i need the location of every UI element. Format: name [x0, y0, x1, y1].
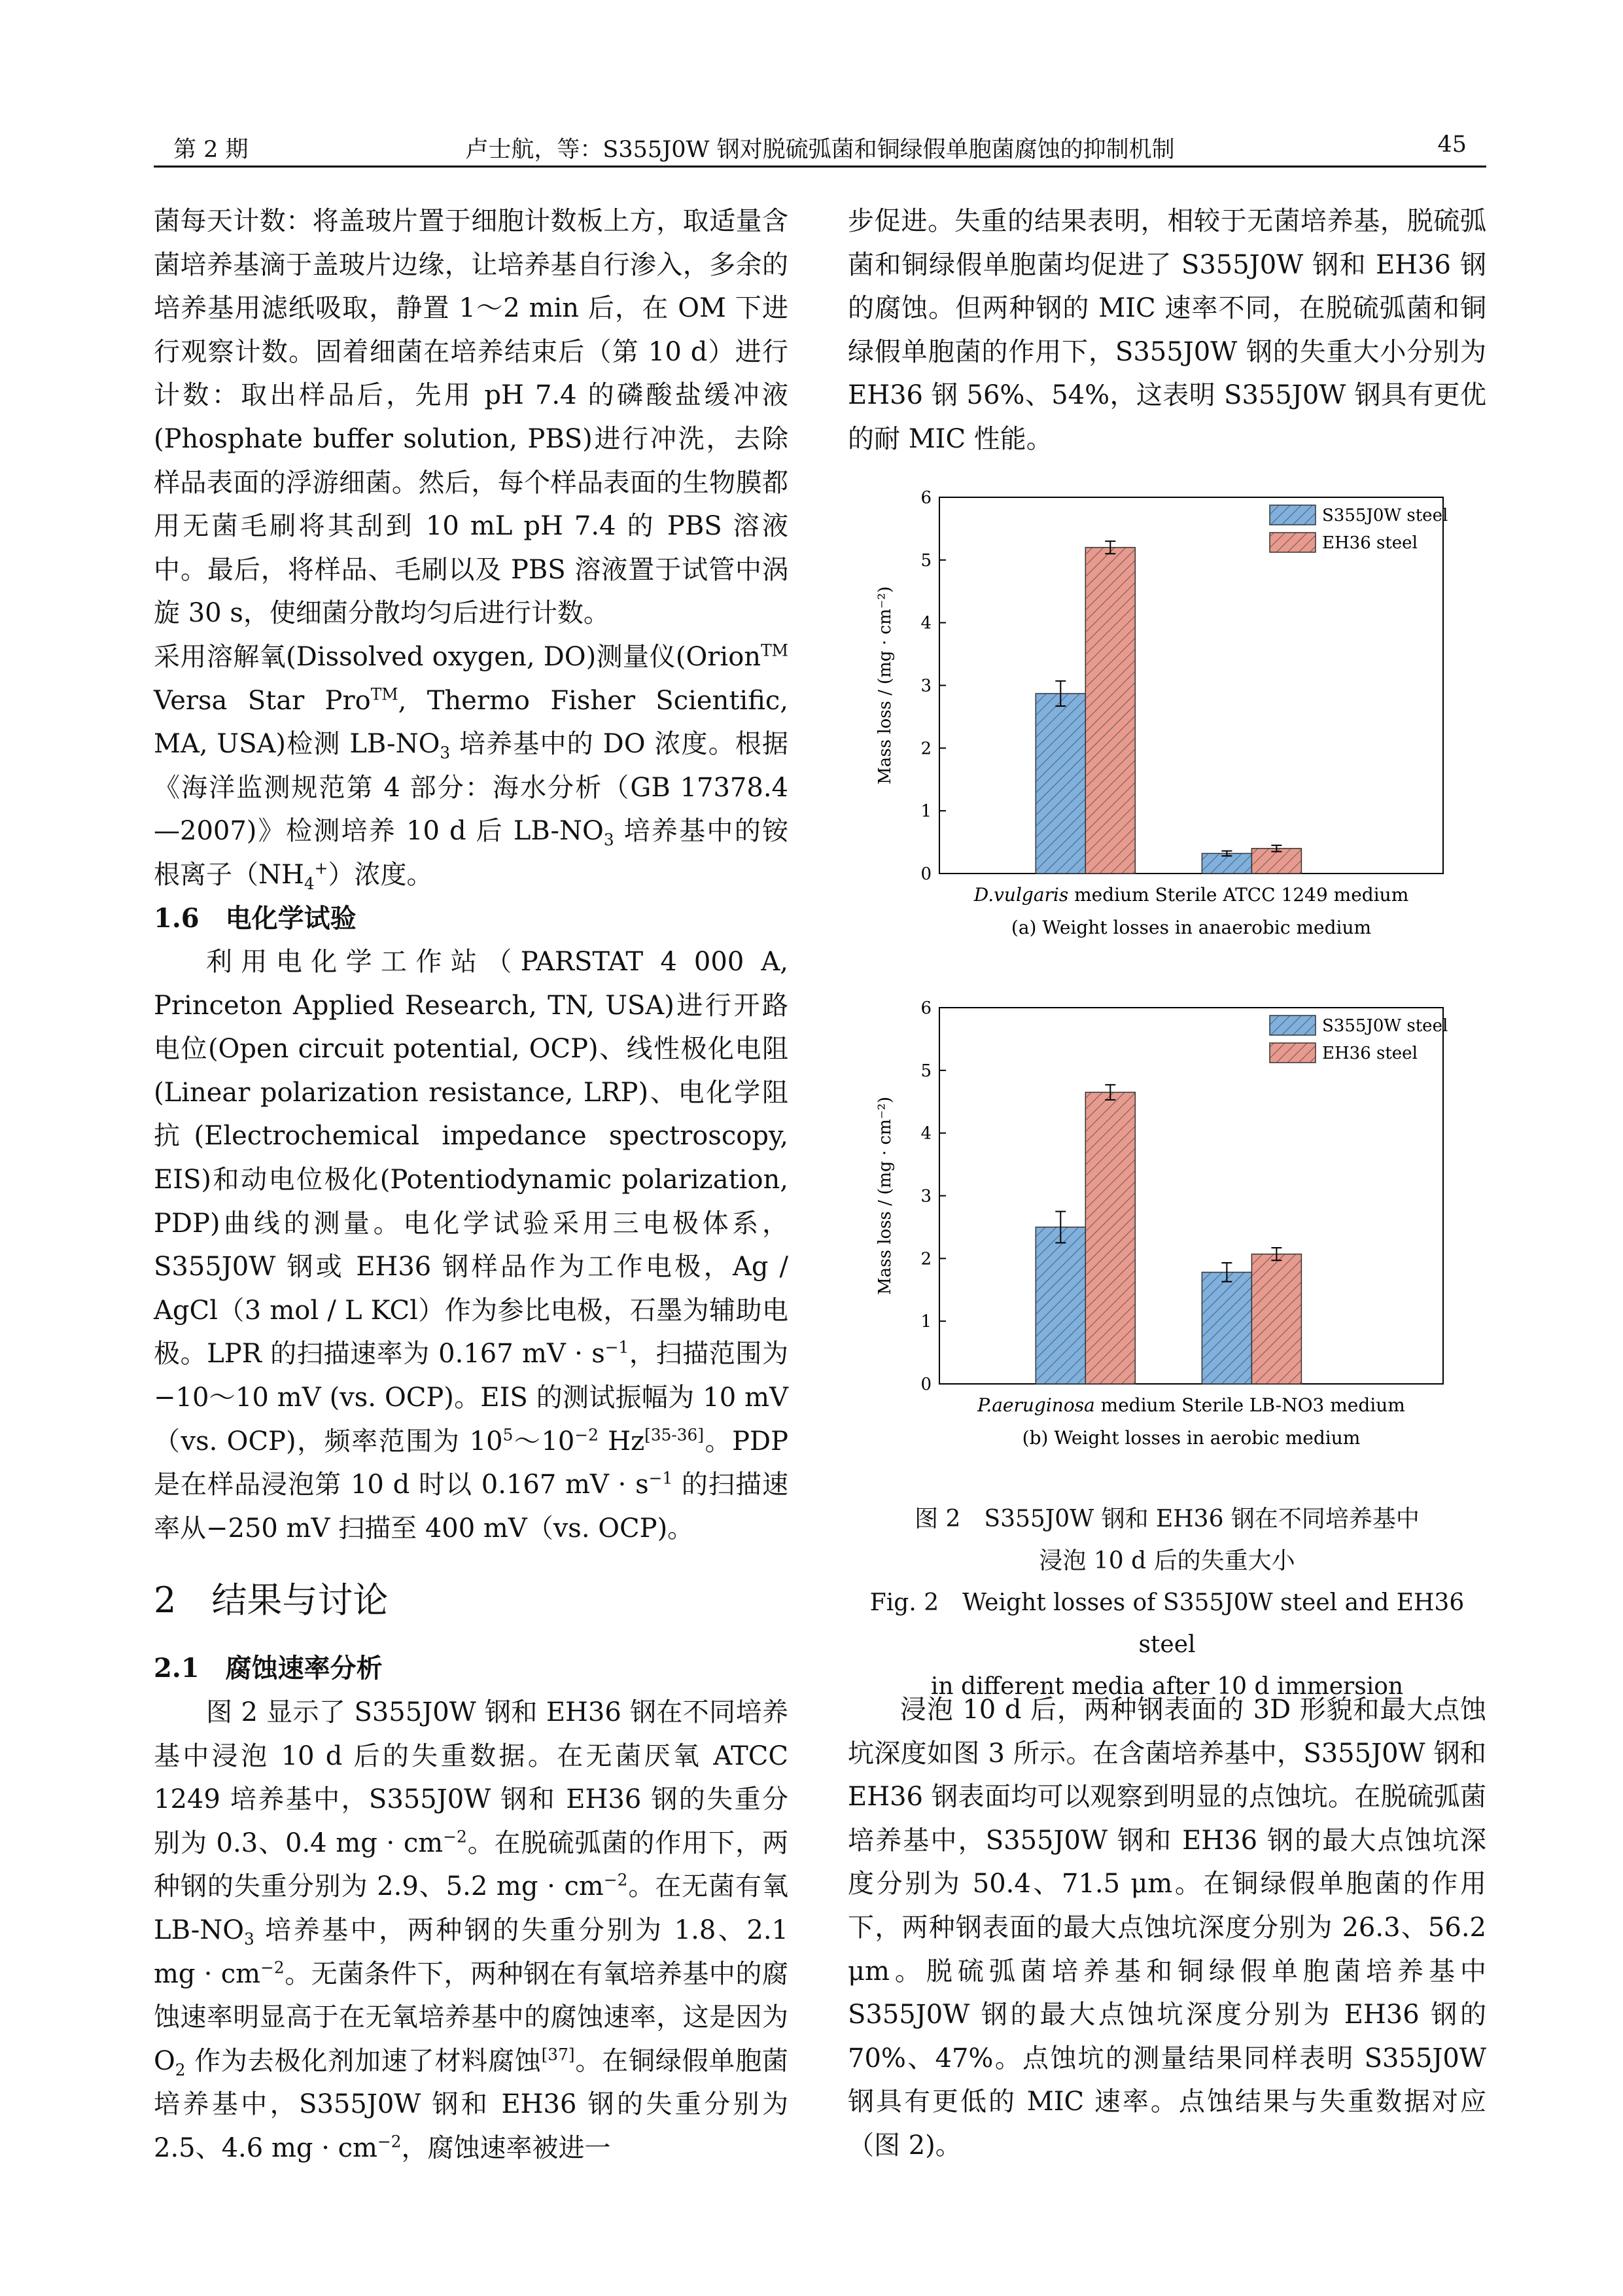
y-tick-label: 0	[920, 1375, 932, 1394]
y-axis-label: Mass loss / (mg · cm⁻²)	[875, 1097, 895, 1295]
x-category-labels	[977, 1394, 1405, 1416]
running-title: 卢士航，等：S355J0W 钢对脱硫弧菌和铜绿假单胞菌腐蚀的抑制机制	[465, 137, 1175, 163]
legend-swatch-eh36	[1270, 533, 1316, 552]
y-axis-label: Mass loss / (mg · cm⁻²)	[875, 586, 895, 785]
paragraph: 采用溶解氧(Dissolved oxygen, DO)测量仪(Orion™ Versa Star Pro™, Thermo Fisher Scientific, MA, USA)检测 $LB-NO_3$ 培养基中的 DO 浓度。根据《海洋监测规范第 4 部分：海水分析（GB 17378.4—2007)》检测培养 10 d 后 $LB-NO_3$ 培养基中的铵根离子$(NH_4^+)$浓度。	[154, 641, 789, 893]
issue-number: 第 2 期	[173, 137, 249, 163]
legend-label-s355: S355J0W steel	[1322, 506, 1448, 525]
figure-caption	[848, 1498, 1486, 1708]
y-tick-label: 1	[920, 1312, 932, 1332]
bar-s355	[1202, 1272, 1251, 1384]
bar-chart-aerobic	[848, 991, 1486, 1453]
plot-frame	[939, 497, 1443, 874]
right-column-bottom	[848, 1688, 1486, 2168]
y-tick-label: 2	[920, 1249, 932, 1269]
x-category-label: medium	[1094, 1394, 1176, 1416]
paragraph: 图 2 显示了 S355J0W 钢和 EH36 钢在不同培养基中浸泡 10 d 后的失重数据。在无菌厌氧 ATCC 1249 培养基中，S355J0W 钢和 EH36 钢的失重分别为 0.3、0.4 mg · $cm^{-2}$。在脱硫弧菌的作用下，两种钢的失重分别为 2.9、5.2 mg · $cm^{-2}$。在无菌有氧 $LB-NO_3$ 培养基中，两种钢的失重分别为 1.8、2.1 mg · $cm^{-2}$。无菌条件下，两种钢在有氧培养基中的腐蚀速率明显高于在无氧培养基中的腐蚀速率，这是因为 $O_2$ 作为去极化剂加速了材料腐蚀[37]。在铜绿假单胞菌培养基中，S355J0W 钢和 EH36 钢的失重分别为 2.5、4.6 mg · $cm^{-2}$，腐蚀速率被进一	[154, 1697, 789, 2163]
plot-frame	[939, 1008, 1443, 1384]
section-heading: 1.6 电化学试验	[154, 902, 357, 934]
paragraph: 步促进。失重的结果表明，相较于无菌培养基，脱硫弧菌和铜绿假单胞菌均促进了 S355J0W 钢和 EH36 钢的腐蚀。但两种钢的 MIC 速率不同，在脱硫弧菌和铜绿假单胞菌的作用下，S355J0W 钢的失重大小分别为 EH36 钢 56%、54%，这表明 S355J0W 钢具有更优的耐 MIC 性能。	[848, 206, 1486, 454]
chart-subtitle: (a) Weight losses in anaerobic medium	[1011, 917, 1372, 938]
y-tick-label: 5	[920, 1061, 932, 1081]
caption-en-line2: in different media after 10 d immersion	[930, 1673, 1404, 1700]
y-tick-label: 6	[920, 488, 932, 508]
bar-eh36	[1085, 548, 1135, 874]
bar-chart-anaerobic	[848, 481, 1486, 942]
figure-2a	[848, 481, 1486, 942]
x-category-label-italic: P.aeruginosa	[977, 1394, 1095, 1416]
y-tick-label: 2	[920, 739, 932, 759]
right-column-top	[848, 200, 1486, 461]
y-tick-label: 0	[920, 864, 932, 884]
legend-swatch-eh36	[1270, 1043, 1316, 1063]
legend-swatch-s355	[1270, 1016, 1316, 1035]
paragraph: 菌每天计数：将盖玻片置于细胞计数板上方，取适量含菌培养基滴于盖玻片边缘，让培养基自行渗入，多余的培养基用滤纸吸取，静置 1～2 min 后，在 OM 下进行观察计数。固着细菌在培养结束后（第 10 d）进行计数：取出样品后，先用 pH 7.4 的磷酸盐缓冲液(Phosphate buffer solution, PBS)进行冲洗，去除样品表面的浮游细菌。然后，每个样品表面的生物膜都用无菌毛刷将其刮到 10 mL pH 7.4 的 PBS 溶液中。最后，将样品、毛刷以及 PBS 溶液置于试管中涡旋 30 s，使细菌分散均匀后进行计数。	[154, 206, 788, 629]
x-category-label: Sterile ATCC 1249 medium	[1149, 884, 1409, 906]
chart-subtitle: (b) Weight losses in aerobic medium	[1022, 1427, 1361, 1449]
y-tick-label: 4	[920, 1123, 932, 1144]
left-column	[154, 200, 788, 2170]
legend-label-s355: S355J0W steel	[1322, 1016, 1448, 1036]
y-tick-label: 3	[920, 676, 932, 696]
y-tick-label: 6	[920, 998, 932, 1018]
section-heading: 2.1 腐蚀速率分析	[154, 1653, 383, 1684]
chapter-heading: 2 结果与讨论	[154, 1580, 389, 1621]
page-number: 45	[1437, 132, 1467, 158]
bar-eh36	[1085, 1092, 1135, 1384]
legend-label-eh36: EH36 steel	[1322, 533, 1418, 553]
y-tick-label: 4	[920, 613, 932, 633]
paragraph: 利用电化学工作站（PARSTAT 4 000 A, Princeton Applied Research, TN, USA)进行开路电位(Open circuit potential, OCP)、线性极化电阻(Linear polarization resistance, LRP)、电化学阻抗(Electrochemical impedance spectroscopy, EIS)和动电位极化(Potentiodynamic polarization, PDP)曲线的测量。电化学试验采用三电极体系，S355J0W 钢或 EH36 钢样品作为工作电极，Ag / AgCl（3 mol / L KCl）作为参比电极，石墨为辅助电极。LPR 的扫描速率为 0.167 mV · $s^{-1}$，扫描范围为−10～10 mV (vs. OCP)。EIS 的测试振幅为 10 mV（vs. OCP)，频率范围为 $10^5\sim 10^{-2}$ Hz[35-36]。PDP 是在样品浸泡第 10 d 时以 0.167 mV · $s^{-1}$ 的扫描速率从−250 mV 扫描至 400 mV（vs. OCP)。	[154, 947, 789, 1544]
x-category-labels	[973, 884, 1409, 906]
x-category-label-italic: D.vulgaris	[973, 884, 1069, 906]
x-category-label: medium	[1068, 884, 1149, 906]
caption-en-line1: Fig. 2 Weight losses of S355J0W steel and EH36 steel	[869, 1589, 1465, 1658]
figure-2b	[848, 991, 1486, 1453]
x-category-label: Sterile LB-NO3 medium	[1176, 1394, 1405, 1416]
bar-eh36	[1251, 1254, 1301, 1384]
y-tick-label: 5	[920, 550, 932, 571]
running-header	[154, 128, 1486, 168]
bar-s355	[1036, 694, 1085, 874]
paragraph: 浸泡 10 d 后，两种钢表面的 3D 形貌和最大点蚀坑深度如图 3 所示。在含菌培养基中，S355J0W 钢和 EH36 钢表面均可以观察到明显的点蚀坑。在脱硫弧菌培养基中，S355J0W 钢和 EH36 钢的最大点蚀坑深度分别为 50.4、71.5 μm。在铜绿假单胞菌的作用下，两种钢表面的最大点蚀坑深度分别为 26.3、56.2 μm。脱硫弧菌培养基和铜绿假单胞菌培养基中 S355J0W 钢的最大点蚀坑深度分别为 EH36 钢的 70%、47%。点蚀坑的测量结果同样表明 S355J0W 钢具有更低的 MIC 速率。点蚀结果与失重数据对应（图 2)。	[848, 1695, 1486, 2161]
y-tick-label: 3	[920, 1186, 932, 1207]
legend-swatch-s355	[1270, 505, 1316, 525]
y-tick-label: 1	[920, 802, 932, 822]
legend-label-eh36: EH36 steel	[1322, 1044, 1418, 1063]
caption-cn-line1: 图 2 S355J0W 钢和 EH36 钢在不同培养基中	[915, 1506, 1420, 1532]
bar-s355	[1036, 1227, 1085, 1384]
caption-cn-line2: 浸泡 10 d 后的失重大小	[1039, 1547, 1295, 1574]
